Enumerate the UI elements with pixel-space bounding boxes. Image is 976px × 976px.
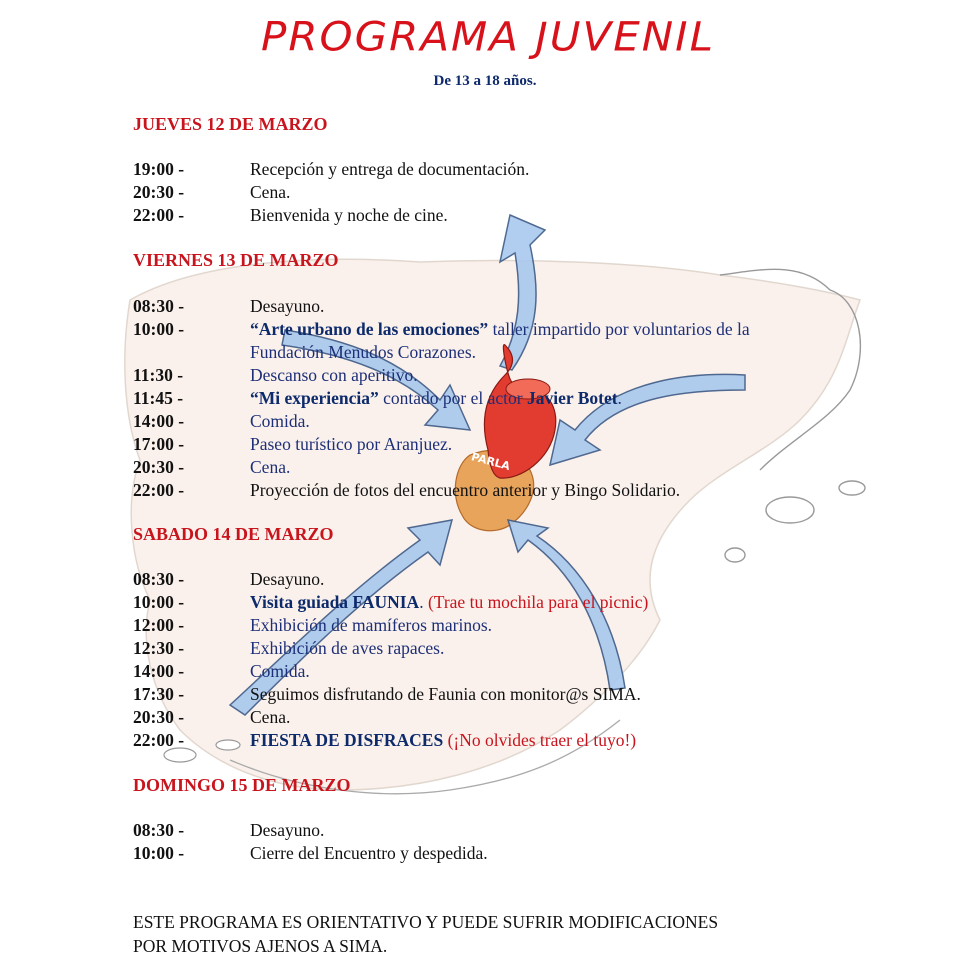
item-time: 08:30 - — [133, 820, 185, 840]
schedule-item — [133, 707, 833, 730]
item-description: Desayuno. — [250, 820, 325, 840]
item-time: 22:00 - — [133, 205, 185, 225]
island-ibiza — [725, 548, 745, 562]
item-description: Paseo turístico por Aranjuez. — [250, 434, 453, 454]
item-description: Desayuno. — [250, 296, 325, 316]
item-description — [250, 592, 648, 613]
item-highlight: “Arte urbano de las emociones” — [250, 319, 489, 339]
item-description — [250, 730, 636, 751]
item-time: 11:30 - — [133, 365, 184, 385]
schedule-item — [133, 615, 833, 638]
item-time: 20:30 - — [133, 457, 185, 477]
item-note: (Trae tu mochila para el picnic) — [427, 592, 649, 612]
schedule-item — [133, 296, 833, 319]
item-note: (¡No olvides traer el tuyo!) — [447, 730, 637, 750]
item-time: 10:00 - — [133, 319, 185, 339]
schedule-item — [133, 205, 833, 228]
item-description: Seguimos disfrutando de Faunia con monitor@s SIMA. — [250, 684, 641, 704]
page-subtitle: De 13 a 18 años. — [433, 73, 537, 89]
item-time: 11:45 - — [133, 388, 184, 408]
item-text: contado por el actor — [378, 388, 527, 408]
day-heading-friday: VIERNES 13 DE MARZO — [133, 250, 339, 270]
schedule-item — [133, 638, 833, 661]
schedule-item — [133, 684, 833, 707]
schedule-item — [133, 661, 833, 684]
footer-disclaimer — [133, 910, 853, 958]
schedule-item — [133, 843, 833, 866]
item-description: Cierre del Encuentro y despedida. — [250, 843, 488, 863]
schedule-item — [133, 388, 833, 411]
item-time: 10:00 - — [133, 592, 185, 612]
footer-line-2: POR MOTIVOS AJENOS A SIMA. — [133, 936, 388, 956]
item-description: Cena. — [250, 457, 291, 477]
schedule-item — [133, 480, 833, 503]
item-description: Desayuno. — [250, 569, 325, 589]
item-description: Cena. — [250, 707, 291, 727]
item-time: 08:30 - — [133, 569, 185, 589]
item-time: 14:00 - — [133, 661, 185, 681]
schedule-item — [133, 159, 833, 182]
schedule-item — [133, 592, 833, 615]
item-description: Cena. — [250, 182, 291, 202]
item-description: Comida. — [250, 411, 310, 431]
item-description: Comida. — [250, 661, 310, 681]
schedule-item — [133, 411, 833, 434]
item-description — [250, 319, 750, 340]
item-time: 10:00 - — [133, 843, 185, 863]
schedule-item — [133, 730, 833, 753]
item-time: 14:00 - — [133, 411, 185, 431]
item-description: Bienvenida y noche de cine. — [250, 205, 448, 225]
item-description: Descanso con aperitivo. — [250, 365, 418, 385]
item-description: Exhibición de aves rapaces. — [250, 638, 445, 658]
item-time: 17:00 - — [133, 434, 185, 454]
day-heading-thursday: JUEVES 12 DE MARZO — [133, 114, 328, 134]
item-description: Exhibición de mamíferos marinos. — [250, 615, 493, 635]
schedule-item — [133, 820, 833, 843]
schedule-item — [133, 434, 833, 457]
item-time: 08:30 - — [133, 296, 185, 316]
item-time: 20:30 - — [133, 707, 185, 727]
item-time: 20:30 - — [133, 182, 185, 202]
item-time: 19:00 - — [133, 159, 185, 179]
day-heading-sunday: DOMINGO 15 DE MARZO — [133, 775, 351, 795]
schedule-item — [133, 319, 833, 342]
item-description: Proyección de fotos del encuentro anterior y Bingo Solidario. — [250, 480, 681, 500]
item-highlight: Visita guiada FAUNIA — [250, 592, 420, 612]
page-title: PROGRAMA JUVENIL — [261, 13, 715, 60]
item-time: 17:30 - — [133, 684, 185, 704]
item-time: 22:00 - — [133, 730, 185, 750]
item-highlight: FIESTA DE DISFRACES — [250, 730, 444, 750]
map-city-label: PARLA — [469, 450, 512, 473]
item-text: . — [419, 592, 428, 612]
item-time: 12:00 - — [133, 615, 185, 635]
item-text: taller impartido por voluntarios de la — [488, 319, 750, 339]
schedule-item — [133, 182, 833, 205]
item-highlight: “Mi experiencia” — [250, 388, 379, 408]
item-highlight-name: Javier Botet — [526, 388, 618, 408]
schedule-item — [133, 457, 833, 480]
item-description: Recepción y entrega de documentación. — [250, 159, 530, 179]
item-time: 22:00 - — [133, 480, 185, 500]
item-continuation: Fundación Menudos Corazones. — [250, 342, 477, 362]
day-heading-saturday: SABADO 14 DE MARZO — [133, 524, 334, 544]
schedule-item — [133, 365, 833, 388]
footer-line-1: ESTE PROGRAMA ES ORIENTATIVO Y PUEDE SUFRIR MODIFICACIONES — [133, 912, 719, 932]
island-menorca — [839, 481, 865, 495]
schedule-item — [133, 569, 833, 592]
item-time: 12:30 - — [133, 638, 185, 658]
item-description — [250, 388, 622, 409]
item-text-end: . — [617, 388, 622, 408]
